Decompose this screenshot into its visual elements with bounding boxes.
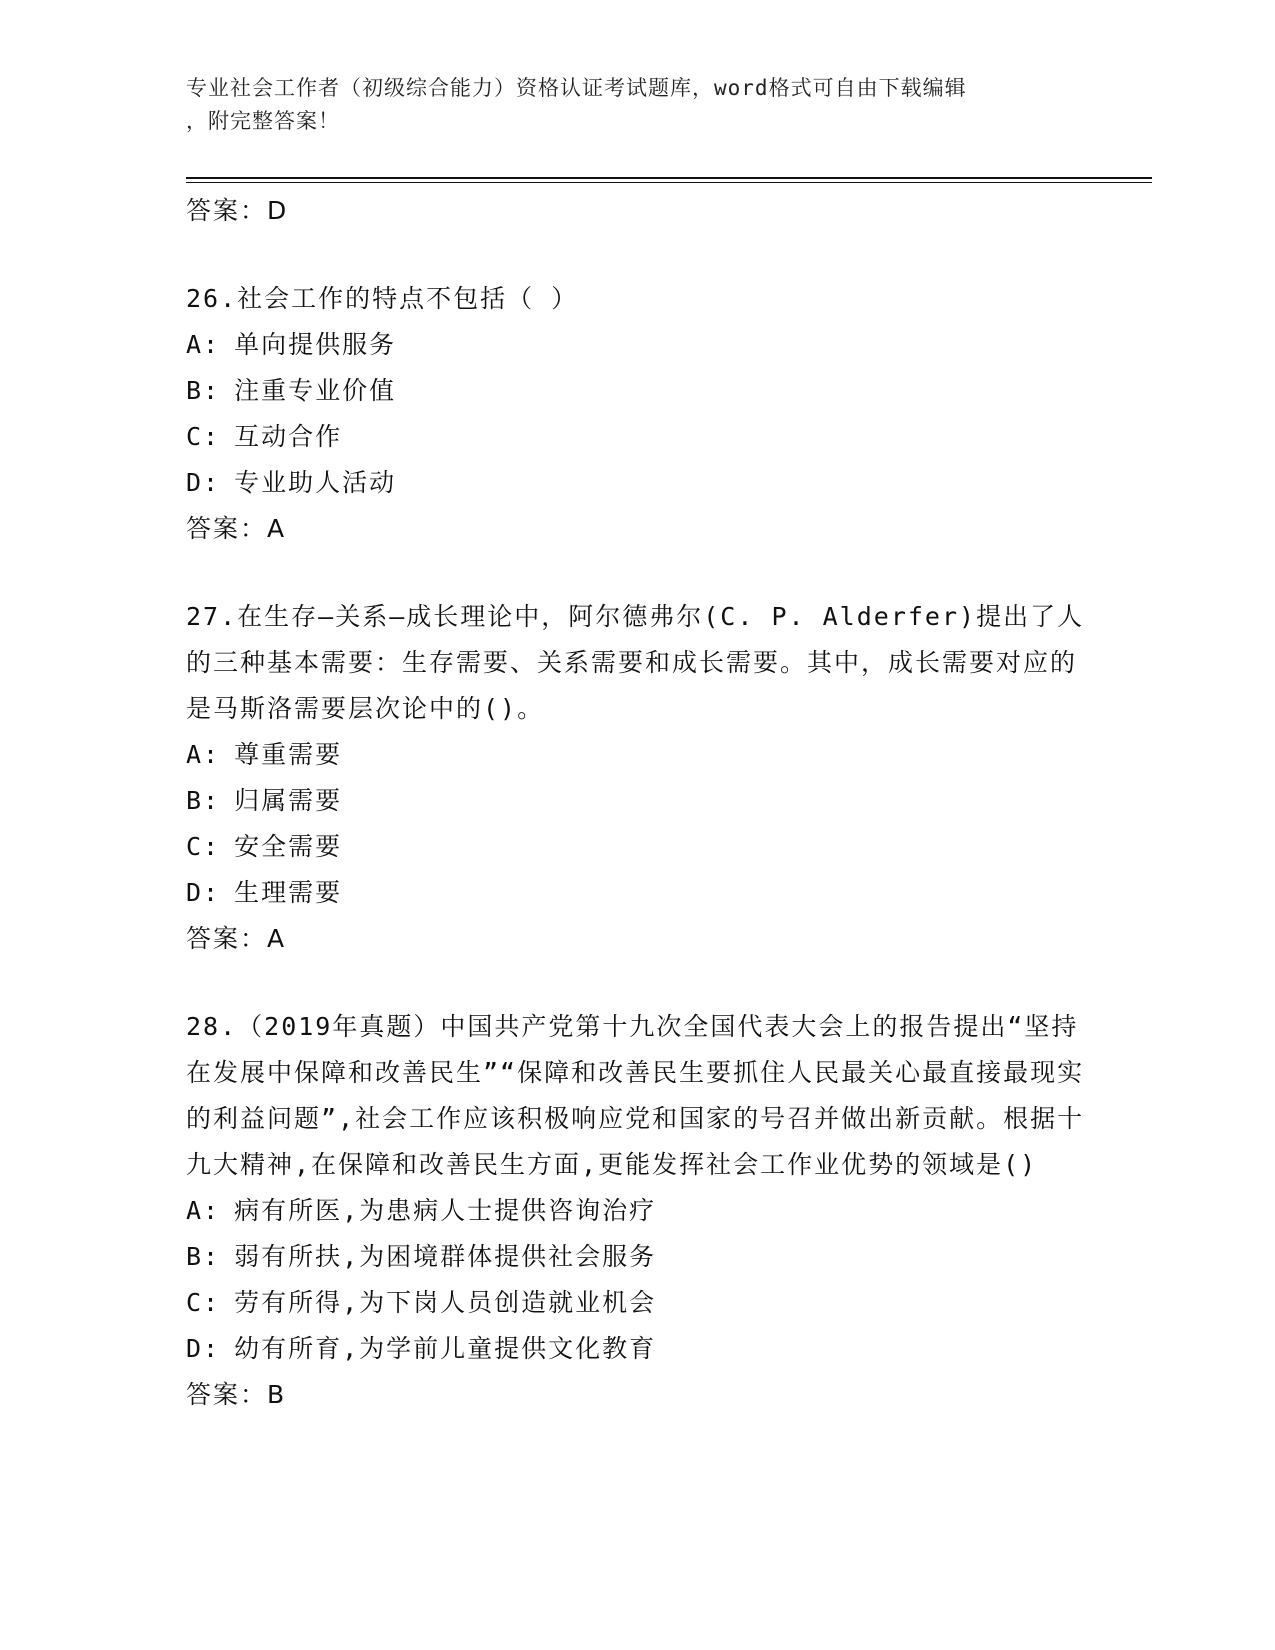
- option-key: A:: [186, 1196, 221, 1225]
- option-text: 安全需要: [234, 832, 343, 861]
- option-text: 幼有所育,为学前儿童提供文化教育: [234, 1334, 657, 1363]
- option-key: B:: [186, 376, 221, 405]
- header-rule-thick: [186, 177, 1152, 179]
- question-list: [186, 188, 1086, 1460]
- option-text: 劳有所得,为下岗人员创造就业机会: [234, 1288, 657, 1317]
- option-key: D:: [186, 878, 221, 907]
- answer-previous: 答案：D: [186, 196, 289, 225]
- answer: 答案：B: [186, 1380, 287, 1409]
- option-key: D:: [186, 468, 221, 497]
- header-rule-thin: [186, 182, 1152, 183]
- question-28: [186, 1004, 1086, 1418]
- option-key: C:: [186, 422, 221, 451]
- option-a: [186, 1188, 1086, 1234]
- answer: 答案：A: [186, 924, 287, 953]
- question-27: [186, 594, 1086, 962]
- option-d: [186, 870, 1086, 916]
- option-a: [186, 732, 1086, 778]
- option-d: [186, 1326, 1086, 1372]
- option-key: B:: [186, 1242, 221, 1271]
- option-text: 单向提供服务: [234, 330, 397, 359]
- option-text: 互动合作: [234, 422, 343, 451]
- option-d: [186, 460, 1086, 506]
- option-text: 归属需要: [234, 786, 343, 815]
- header-line-2: ，附完整答案！: [186, 109, 340, 133]
- option-text: 尊重需要: [234, 740, 343, 769]
- question-text: 26.社会工作的特点不包括（ ）: [186, 284, 579, 313]
- option-text: 专业助人活动: [234, 468, 397, 497]
- header-line-1: 专业社会工作者（初级综合能力）资格认证考试题库，word格式可自由下载编辑: [186, 76, 967, 100]
- option-text: 注重专业价值: [234, 376, 397, 405]
- option-key: B:: [186, 786, 221, 815]
- option-b: [186, 368, 1086, 414]
- option-text: 病有所医,为患病人士提供咨询治疗: [234, 1196, 657, 1225]
- option-c: [186, 824, 1086, 870]
- option-c: [186, 414, 1086, 460]
- answer: 答案：A: [186, 514, 287, 543]
- question-text: 27.在生存—关系—成长理论中，阿尔德弗尔(C. P. Alderfer)提出了人的三种基本需要：生存需要、关系需要和成长需要。其中，成长需要对应的是马斯洛需要层次论中的()。: [186, 602, 1085, 723]
- question-26: [186, 276, 1086, 552]
- option-key: A:: [186, 740, 221, 769]
- option-b: [186, 778, 1086, 824]
- option-key: C:: [186, 1288, 221, 1317]
- option-text: 生理需要: [234, 878, 343, 907]
- document-header: [186, 72, 1086, 138]
- option-c: [186, 1280, 1086, 1326]
- option-b: [186, 1234, 1086, 1280]
- option-key: D:: [186, 1334, 221, 1363]
- option-text: 弱有所扶,为困境群体提供社会服务: [234, 1242, 657, 1271]
- option-key: A:: [186, 330, 221, 359]
- option-a: [186, 322, 1086, 368]
- question-text: 28.（2019年真题）中国共产党第十九次全国代表大会上的报告提出“坚持在发展中保障和改善民生”“保障和改善民生要抓住人民最关心最直接最现实的利益问题”,社会工作应该积极响应党和国家的号召并做出新贡献。根据十九大精神,在保障和改善民生方面,更能发挥社会工作业优势的领域是(): [186, 1012, 1085, 1179]
- option-key: C:: [186, 832, 221, 861]
